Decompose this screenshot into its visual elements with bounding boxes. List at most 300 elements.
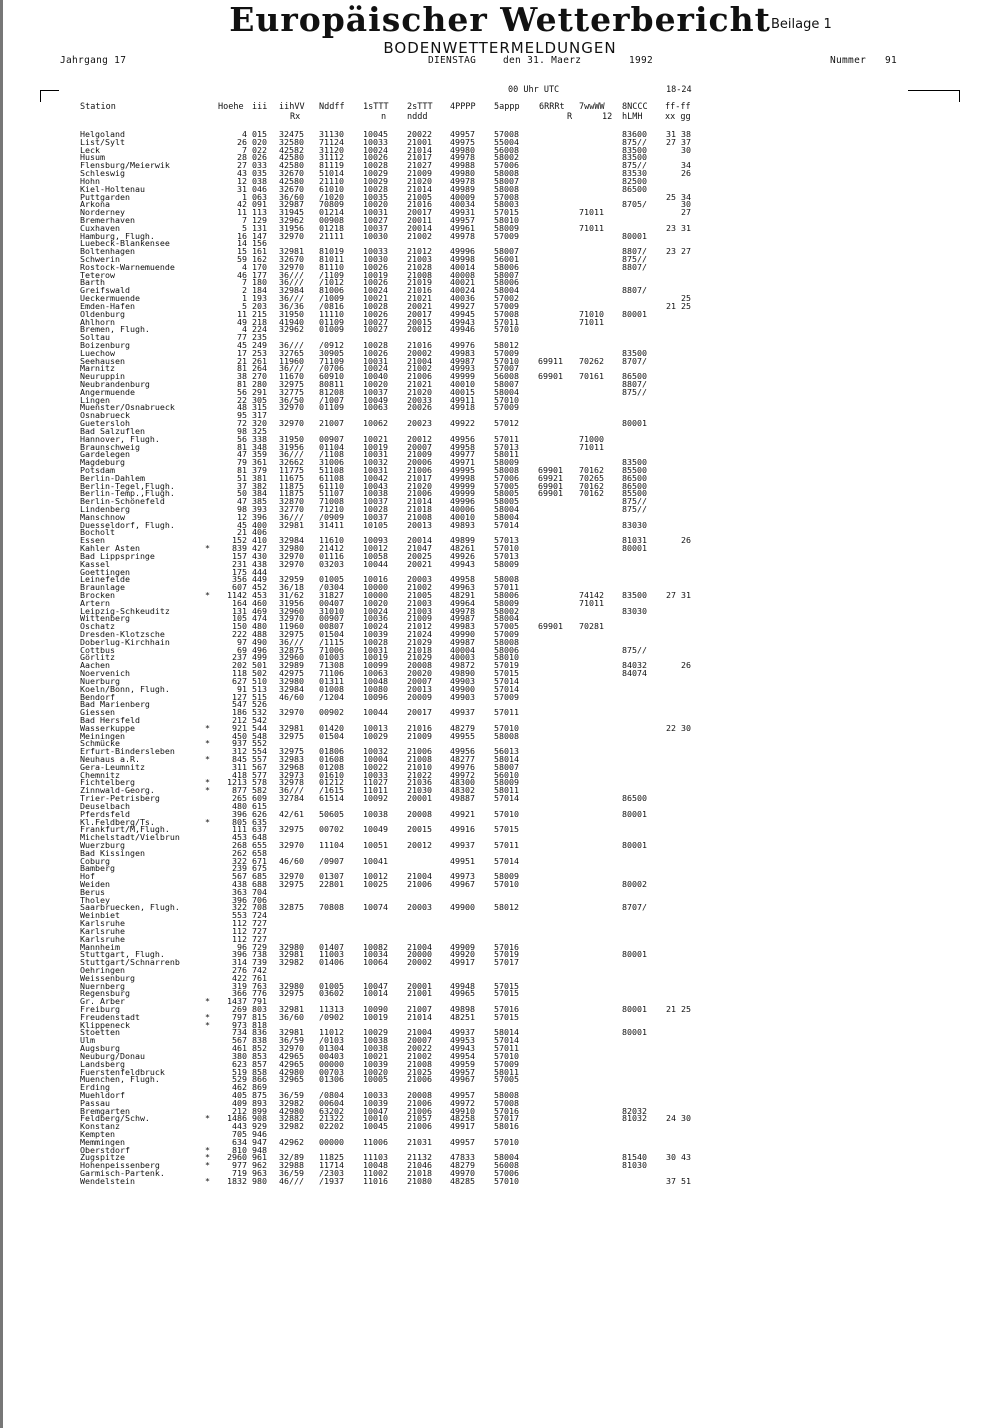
group-1sTTT: 10031 xyxy=(363,464,388,475)
table-row xyxy=(80,271,720,279)
station-height: 98 xyxy=(237,504,247,514)
group-iihVV: 32975 xyxy=(279,988,304,999)
group-Nddff: 30905 xyxy=(319,347,344,358)
group-5appp: 55004 xyxy=(494,136,519,147)
station-height: 131 xyxy=(232,605,247,616)
station-height: 47 xyxy=(237,496,247,507)
table-row xyxy=(80,685,720,693)
table-row xyxy=(80,747,720,755)
group-5appp: 58002 xyxy=(494,152,519,163)
group-Nddff: 71008 xyxy=(319,496,344,507)
group-5appp: 57013 xyxy=(494,441,519,452)
group-1sTTT: 10042 xyxy=(363,472,388,483)
group-iihVV: 36/// xyxy=(279,363,304,374)
station-id: 270 xyxy=(252,371,267,382)
station-name: Hamburg, Flugh. xyxy=(80,230,155,241)
station-name: Lingen xyxy=(80,394,110,405)
group-1sTTT: 10024 xyxy=(363,621,388,632)
station-height: 529 xyxy=(232,1074,247,1085)
group-4PPPP: 49937 xyxy=(450,839,475,850)
station-height: 567 xyxy=(232,1035,247,1046)
station-name: Kl.Feldberg/Ts. xyxy=(80,816,155,827)
group-2sTTT: 21006 xyxy=(407,371,432,382)
station-id: 554 xyxy=(252,746,267,757)
group-4PPPP: 40004 xyxy=(450,644,475,655)
station-id: 162 xyxy=(252,254,267,264)
group-2sTTT: 20002 xyxy=(407,347,432,358)
group-8NCCC: 83500 xyxy=(622,347,647,358)
group-1sTTT: 10082 xyxy=(363,941,388,952)
group-5appp: 58007 xyxy=(494,379,519,389)
group-Nddff: 61010 xyxy=(319,183,344,194)
group-iihVV: 36/60 xyxy=(279,1011,304,1022)
table-row xyxy=(80,841,720,849)
table-row xyxy=(80,575,720,583)
group-1sTTT: 10093 xyxy=(363,535,388,546)
group-iihVV: 32/89 xyxy=(279,1152,304,1163)
group-iihVV: 32981 xyxy=(279,722,304,733)
station-id: 438 xyxy=(252,558,267,569)
group-5appp: 57008 xyxy=(494,308,519,319)
group-Nddff: 01212 xyxy=(319,777,344,788)
group-Nddff: 01116 xyxy=(319,550,344,561)
group-5appp: 57014 xyxy=(494,519,519,530)
group-4PPPP: 49909 xyxy=(450,941,475,952)
group-5appp: 57009 xyxy=(494,347,519,358)
station-name: Berlin-Temp.,Flugh. xyxy=(80,488,175,499)
group-1sTTT: 10025 xyxy=(363,879,388,889)
table-row xyxy=(80,185,720,193)
station-height: 314 xyxy=(232,957,247,968)
station-id: 325 xyxy=(252,425,267,436)
group-7wwWW: 70281 xyxy=(579,621,604,632)
group-ff: 21 25 xyxy=(666,300,691,311)
table-row xyxy=(80,669,720,677)
station-height: 719 xyxy=(232,1168,247,1179)
group-iihVV: 32475 xyxy=(279,129,304,139)
group-6RRRt: 69911 xyxy=(538,355,563,366)
station-id: 626 xyxy=(252,808,267,819)
group-4PPPP: 49996 xyxy=(450,246,475,257)
group-Nddff: 71124 xyxy=(319,136,344,147)
table-row xyxy=(80,1122,720,1130)
group-2sTTT: 21027 xyxy=(407,160,432,171)
table-row xyxy=(80,560,720,568)
page-title: Europäischer Wetterbericht xyxy=(229,0,771,39)
group-4PPPP: 49943 xyxy=(450,1043,475,1054)
group-4PPPP: 49921 xyxy=(450,808,475,819)
group-5appp: 58010 xyxy=(494,652,519,663)
station-id: 063 xyxy=(252,191,267,202)
station-name: Fuerstenfeldbruck xyxy=(80,1066,165,1077)
station-height: 12 xyxy=(237,511,247,522)
group-8NCCC: 80001 xyxy=(622,308,647,319)
group-5appp: 58004 xyxy=(494,613,519,624)
group-4PPPP: 49920 xyxy=(450,949,475,960)
station-name: Augsburg xyxy=(80,1043,120,1054)
station-height: 69 xyxy=(237,644,247,655)
group-8NCCC: 875// xyxy=(622,160,647,171)
group-Nddff: 31006 xyxy=(319,457,344,468)
station-id: 147 xyxy=(252,230,267,241)
group-1sTTT: 10044 xyxy=(363,707,388,718)
group-4PPPP: 49954 xyxy=(450,1050,475,1061)
station-id: 515 xyxy=(252,691,267,702)
table-row xyxy=(80,419,720,427)
group-4PPPP: 48258 xyxy=(450,1113,475,1124)
group-2sTTT: 21020 xyxy=(407,175,432,186)
group-1sTTT: 10029 xyxy=(363,1027,388,1038)
group-5appp: 58012 xyxy=(494,902,519,913)
station-id: 235 xyxy=(252,332,267,343)
station-id: 224 xyxy=(252,324,267,335)
group-7wwWW: 70265 xyxy=(579,472,604,483)
group-8NCCC: 80001 xyxy=(622,1004,647,1014)
group-Nddff: 81006 xyxy=(319,285,344,296)
group-4PPPP: 49967 xyxy=(450,1074,475,1085)
group-iihVV: 32765 xyxy=(279,347,304,358)
group-5appp: 57009 xyxy=(494,230,519,241)
group-1sTTT: 10064 xyxy=(363,957,388,968)
group-iihVV: 36/59 xyxy=(279,1089,304,1100)
station-height: 45 xyxy=(237,519,247,530)
group-iihVV: 11675 xyxy=(279,472,304,483)
group-Nddff: 01307 xyxy=(319,871,344,882)
group-iihVV: 36/50 xyxy=(279,394,304,405)
station-name: Oehringen xyxy=(80,964,125,975)
group-Nddff: 03203 xyxy=(319,558,344,569)
group-6RRRt: 69901 xyxy=(538,621,563,632)
group-1sTTT: 10039 xyxy=(363,1097,388,1108)
station-height: 11 xyxy=(237,207,247,218)
station-id: 427 xyxy=(252,543,267,554)
group-iihVV: 42580 xyxy=(279,152,304,163)
group-Nddff: 01806 xyxy=(319,746,344,757)
station-height: 422 xyxy=(232,972,247,983)
group-2sTTT: 21080 xyxy=(407,1175,432,1186)
group-iihVV: 32970 xyxy=(279,261,304,272)
group-4PPPP: 49926 xyxy=(450,550,475,561)
group-iihVV: 32981 xyxy=(279,1004,304,1014)
station-height: 81 xyxy=(237,379,247,389)
group-4PPPP: 49927 xyxy=(450,300,475,311)
group-Nddff: 63202 xyxy=(319,1105,344,1116)
station-id: 460 xyxy=(252,597,267,608)
col-8NCCC-sub: hLMH xyxy=(622,112,643,122)
station-height: 152 xyxy=(232,535,247,546)
table-row xyxy=(80,622,720,630)
group-Nddff: 11825 xyxy=(319,1152,344,1163)
station-id: 453 xyxy=(252,589,267,600)
group-4PPPP: 40021 xyxy=(450,277,475,288)
group-1sTTT: 10090 xyxy=(363,1004,388,1014)
station-id: 474 xyxy=(252,613,267,624)
station-id: 488 xyxy=(252,629,267,639)
volume-label: Jahrgang 17 xyxy=(60,55,127,66)
station-height: 46 xyxy=(237,269,247,280)
alpine-marker: * xyxy=(205,996,210,1007)
group-5appp: 57005 xyxy=(494,480,519,491)
group-7wwWW: 70262 xyxy=(579,355,604,366)
station-height: 705 xyxy=(232,1129,247,1139)
station-height: 462 xyxy=(232,1082,247,1093)
group-4PPPP: 49983 xyxy=(450,347,475,358)
station-name: Erfurt-Bindersleben xyxy=(80,746,175,757)
group-4PPPP: 49953 xyxy=(450,1035,475,1046)
group-Nddff: /0816 xyxy=(319,300,344,311)
group-2sTTT: 21006 xyxy=(407,1097,432,1108)
station-height: 222 xyxy=(232,629,247,639)
station-name: Koeln/Bonn, Flugh. xyxy=(80,683,170,694)
group-1sTTT: 10096 xyxy=(363,691,388,702)
station-height: 319 xyxy=(232,980,247,991)
group-8NCCC: 80001 xyxy=(622,808,647,819)
group-4PPPP: 49959 xyxy=(450,1058,475,1069)
station-height: 27 xyxy=(237,160,247,171)
station-name: Oberstdorf xyxy=(80,1144,130,1155)
station-height: 396 xyxy=(232,808,247,819)
station-height: 1 xyxy=(242,293,247,304)
group-8NCCC: 80001 xyxy=(622,949,647,960)
group-iihVV: 32965 xyxy=(279,1074,304,1085)
group-Nddff: 60910 xyxy=(319,371,344,382)
group-iihVV: 42580 xyxy=(279,175,304,186)
col-5appp: 5appp xyxy=(494,102,520,112)
station-name: Freudenstadt xyxy=(80,1011,140,1022)
group-iihVV: 31956 xyxy=(279,597,304,608)
group-ff: 30 43 xyxy=(666,1152,691,1163)
group-5appp: 57010 xyxy=(494,1050,519,1061)
station-id: 026 xyxy=(252,152,267,163)
station-id: 893 xyxy=(252,1097,267,1108)
table-row xyxy=(80,966,720,974)
station-name: Giessen xyxy=(80,707,115,718)
group-7wwWW: 71010 xyxy=(579,308,604,319)
group-iihVV: 32959 xyxy=(279,574,304,585)
number-label: Nummer xyxy=(830,55,867,66)
group-5appp: 57016 xyxy=(494,1105,519,1116)
group-Nddff: 01406 xyxy=(319,957,344,968)
station-height: 7 xyxy=(242,144,247,155)
station-name: Nuerburg xyxy=(80,675,120,686)
group-5appp: 57014 xyxy=(494,793,519,804)
group-iihVV: 32580 xyxy=(279,136,304,147)
station-id: 818 xyxy=(252,1019,267,1030)
group-1sTTT: 10013 xyxy=(363,722,388,733)
table-row xyxy=(80,505,720,513)
station-height: 212 xyxy=(232,1105,247,1116)
station-height: 45 xyxy=(237,339,247,350)
group-iihVV: 32980 xyxy=(279,980,304,991)
station-id: 815 xyxy=(252,1011,267,1022)
group-1sTTT: 10019 xyxy=(363,652,388,663)
group-2sTTT: 21002 xyxy=(407,1050,432,1061)
station-name: Aachen xyxy=(80,660,110,671)
group-5appp: 58016 xyxy=(494,1121,519,1132)
station-name: Garmisch-Partenk. xyxy=(80,1168,165,1179)
group-2sTTT: 21001 xyxy=(407,988,432,999)
group-iihVV: 32970 xyxy=(279,558,304,569)
group-Nddff: 01005 xyxy=(319,980,344,991)
station-name: Weiden xyxy=(80,879,110,889)
group-2sTTT: 20007 xyxy=(407,1035,432,1046)
group-iihVV: 31/62 xyxy=(279,589,304,600)
group-2sTTT: 20022 xyxy=(407,1043,432,1054)
group-2sTTT: 20003 xyxy=(407,902,432,913)
station-height: 567 xyxy=(232,871,247,882)
group-Nddff: /0909 xyxy=(319,511,344,522)
station-name: Luechow xyxy=(80,347,115,358)
group-1sTTT: 10037 xyxy=(363,386,388,397)
group-2sTTT: 20001 xyxy=(407,980,432,991)
col-iii: iii xyxy=(252,102,268,112)
group-iihVV: 32970 xyxy=(279,1043,304,1054)
station-id: 704 xyxy=(252,886,267,897)
table-row xyxy=(80,700,720,708)
station-name: Schmücke xyxy=(80,738,120,749)
group-4PPPP: 48279 xyxy=(450,722,475,733)
alpine-marker: * xyxy=(205,1152,210,1163)
group-4PPPP: 49956 xyxy=(450,433,475,444)
group-Nddff: /1204 xyxy=(319,691,344,702)
station-height: 175 xyxy=(232,566,247,577)
group-Nddff: 61514 xyxy=(319,793,344,804)
group-5appp: 57019 xyxy=(494,949,519,960)
group-1sTTT: 10028 xyxy=(363,636,388,647)
group-Nddff: 71308 xyxy=(319,660,344,671)
station-id: 706 xyxy=(252,894,267,905)
group-8NCCC: 86500 xyxy=(622,183,647,194)
group-4PPPP: 49980 xyxy=(450,144,475,155)
group-iihVV: 32984 xyxy=(279,683,304,694)
group-5appp: 58008 xyxy=(494,464,519,475)
group-8NCCC: 83500 xyxy=(622,152,647,163)
group-2sTTT: 21004 xyxy=(407,1027,432,1038)
group-5appp: 57005 xyxy=(494,1074,519,1085)
group-1sTTT: 10029 xyxy=(363,168,388,179)
col-station: Station xyxy=(80,102,116,112)
group-5appp: 57002 xyxy=(494,293,519,304)
group-5appp: 58008 xyxy=(494,730,519,741)
col-2sTTT-sub: nddd xyxy=(407,112,428,122)
station-name: Husum xyxy=(80,152,105,163)
group-4PPPP: 49996 xyxy=(450,496,475,507)
group-8NCCC: 81030 xyxy=(622,1160,647,1171)
group-Nddff: 11003 xyxy=(319,949,344,960)
station-height: 79 xyxy=(237,457,247,468)
station-height: 31 xyxy=(237,183,247,194)
group-4PPPP: 49987 xyxy=(450,636,475,647)
group-2sTTT: 20033 xyxy=(407,394,432,405)
group-2sTTT: 20012 xyxy=(407,839,432,850)
station-name: Wasserkuppe xyxy=(80,722,135,733)
group-iihVV: 32784 xyxy=(279,793,304,804)
group-1sTTT: 10032 xyxy=(363,746,388,757)
station-height: 937 xyxy=(232,738,247,749)
group-2sTTT: 21012 xyxy=(407,621,432,632)
table-row xyxy=(80,732,720,740)
table-row xyxy=(80,958,720,966)
group-iihVV: 32982 xyxy=(279,957,304,968)
station-name: Marnitz xyxy=(80,363,115,374)
group-5appp: 57008 xyxy=(494,129,519,139)
station-height: 59 xyxy=(237,254,247,264)
station-name: Tholey xyxy=(80,894,110,905)
group-1sTTT: 10027 xyxy=(363,316,388,327)
group-1sTTT: 10020 xyxy=(363,379,388,389)
group-1sTTT: 10028 xyxy=(363,300,388,311)
group-2sTTT: 21014 xyxy=(407,496,432,507)
station-id: 490 xyxy=(252,636,267,647)
group-4PPPP: 49990 xyxy=(450,629,475,639)
date-label: den 31. Maerz xyxy=(503,55,582,66)
station-height: 453 xyxy=(232,832,247,843)
group-5appp: 58008 xyxy=(494,183,519,194)
group-2sTTT: 20008 xyxy=(407,1089,432,1100)
table-row xyxy=(80,427,720,435)
table-row xyxy=(80,521,720,529)
time-header: 00 Uhr UTC xyxy=(508,85,560,95)
table-row xyxy=(80,708,720,716)
group-2sTTT: 21030 xyxy=(407,785,432,796)
day-label: DIENSTAG xyxy=(428,55,477,66)
group-2sTTT: 21057 xyxy=(407,1113,432,1124)
group-Nddff: 01003 xyxy=(319,652,344,663)
group-ff: 27 xyxy=(666,207,691,218)
station-name: Braunlage xyxy=(80,582,125,593)
group-1sTTT: 10005 xyxy=(363,1074,388,1085)
group-iihVV: 42/61 xyxy=(279,808,304,819)
station-id: 727 xyxy=(252,918,267,929)
table-row xyxy=(80,911,720,919)
group-5appp: 58006 xyxy=(494,277,519,288)
station-name: Berlin-Tegel,Flugh. xyxy=(80,480,175,491)
table-row xyxy=(80,396,720,404)
group-8NCCC: 80001 xyxy=(622,839,647,850)
station-height: 77 xyxy=(237,332,247,343)
group-Nddff: 01208 xyxy=(319,761,344,772)
station-name: Gera-Leumnitz xyxy=(80,761,145,772)
group-5appp: 58012 xyxy=(494,339,519,350)
station-height: 418 xyxy=(232,769,247,780)
group-5appp: 57016 xyxy=(494,941,519,952)
frame-tick-right xyxy=(959,90,960,102)
table-row xyxy=(80,286,720,294)
group-Nddff: /0912 xyxy=(319,339,344,350)
group-1sTTT: 10041 xyxy=(363,855,388,866)
group-2sTTT: 21029 xyxy=(407,652,432,663)
group-4PPPP: 49957 xyxy=(450,1066,475,1077)
station-height: 1 xyxy=(242,191,247,202)
group-Nddff: 71006 xyxy=(319,644,344,655)
station-id: 253 xyxy=(252,347,267,358)
group-2sTTT: 21009 xyxy=(407,613,432,624)
group-2sTTT: 21016 xyxy=(407,285,432,296)
station-name: Karlsruhe xyxy=(80,933,125,944)
group-8NCCC: 875// xyxy=(622,496,647,507)
group-2sTTT: 21018 xyxy=(407,1168,432,1179)
group-5appp: 57010 xyxy=(494,879,519,889)
group-1sTTT: 10036 xyxy=(363,613,388,624)
group-4PPPP: 49958 xyxy=(450,574,475,585)
station-name: Bremgarten xyxy=(80,1105,130,1116)
group-2sTTT: 21003 xyxy=(407,597,432,608)
station-id: 400 xyxy=(252,519,267,530)
group-Nddff: 80811 xyxy=(319,379,344,389)
station-id: 739 xyxy=(252,957,267,968)
group-5appp: 58009 xyxy=(494,777,519,788)
group-iihVV: 42980 xyxy=(279,1066,304,1077)
